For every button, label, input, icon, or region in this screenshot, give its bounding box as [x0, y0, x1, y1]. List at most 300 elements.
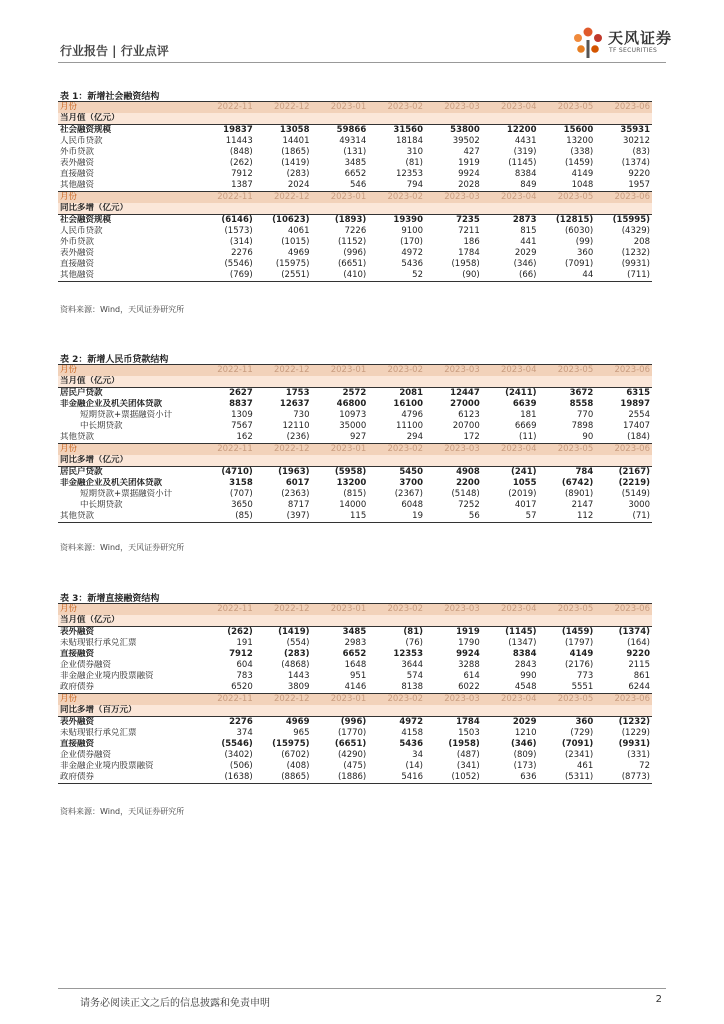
- cell-value: (236): [286, 432, 310, 442]
- cell-value: (71): [632, 511, 650, 521]
- cell-value: (85): [235, 511, 253, 521]
- cell-value: 636: [520, 772, 537, 782]
- cell-value: 4969: [285, 717, 310, 727]
- cell-value: (164): [627, 638, 650, 648]
- cell-value: (66): [519, 270, 537, 280]
- cell-value: 4061: [287, 226, 310, 236]
- cell-value: (2167): [618, 467, 650, 477]
- cell-value: 3288: [458, 660, 480, 670]
- cell-value: 3485: [344, 158, 367, 168]
- section-filler: [425, 705, 482, 717]
- cell-value: 1957: [628, 180, 650, 190]
- page-number: 2: [655, 994, 662, 1005]
- section-filler: [482, 376, 539, 388]
- section-filler: [595, 376, 652, 388]
- cell-value: 53800: [450, 125, 480, 135]
- section-filler: [368, 203, 425, 215]
- section-filler: [595, 113, 652, 125]
- section-filler: [368, 376, 425, 388]
- table-header-row: [58, 694, 652, 706]
- cell-value: (346): [510, 739, 537, 749]
- month-header: 2023-01: [312, 444, 369, 456]
- row-label: 企业债券融资: [60, 660, 112, 670]
- cell-value: (1797): [564, 638, 594, 648]
- table-row: [58, 432, 652, 444]
- month-header: 2023-02: [368, 444, 425, 456]
- cell-value: (1459): [564, 158, 594, 168]
- month-header: 2023-03: [425, 694, 482, 706]
- cell-value: 35000: [339, 421, 367, 431]
- cell-value: 2115: [628, 660, 650, 670]
- cell-value: 19390: [393, 215, 423, 225]
- section-filler: [539, 705, 596, 717]
- cell-value: (346): [513, 259, 537, 269]
- cell-value: 294: [406, 432, 423, 442]
- cell-value: 2200: [456, 478, 480, 488]
- cell-value: 19837: [223, 125, 253, 135]
- cell-value: 6315: [626, 388, 650, 398]
- cell-value: 2029: [512, 717, 537, 727]
- month-header: 2023-01: [312, 694, 369, 706]
- cell-value: (1229): [621, 728, 650, 738]
- header-label: 月份: [58, 102, 198, 114]
- row-label: 直接融资: [60, 739, 95, 749]
- table-row: [58, 511, 652, 523]
- section-label-row: [58, 376, 652, 388]
- cell-value: (83): [632, 147, 650, 157]
- cell-value: (5149): [621, 489, 650, 499]
- cell-value: (506): [229, 761, 253, 771]
- row-label: 中长期贷款: [80, 421, 123, 431]
- month-header: 2023-01: [312, 192, 369, 204]
- cell-value: (1963): [278, 467, 310, 477]
- cell-value: 10973: [339, 410, 367, 420]
- table-row: [58, 467, 652, 479]
- cell-value: (1152): [337, 237, 367, 247]
- cell-value: 3672: [569, 388, 594, 398]
- cell-value: 19: [412, 511, 423, 521]
- cell-value: 3158: [229, 478, 253, 488]
- month-header: 2023-04: [482, 694, 539, 706]
- month-header: 2023-06: [595, 192, 652, 204]
- cell-value: 8558: [569, 399, 594, 409]
- month-header: 2023-06: [595, 365, 652, 377]
- cell-value: 4158: [401, 728, 423, 738]
- row-label: 外币贷款: [60, 237, 95, 247]
- cell-value: (7091): [564, 259, 594, 269]
- cell-value: 13200: [566, 136, 594, 146]
- cell-value: (554): [286, 638, 310, 648]
- table-row: [58, 649, 652, 660]
- cell-value: 2276: [231, 248, 253, 258]
- section-label: 当月值（亿元）: [58, 615, 198, 627]
- table-header-row: [58, 444, 652, 456]
- cell-value: 1919: [456, 627, 480, 637]
- row-label: 短期贷款+票据融资小计: [80, 489, 173, 499]
- cell-value: 7898: [571, 421, 594, 431]
- table-row: [58, 147, 652, 158]
- month-header: 2022-12: [255, 444, 312, 456]
- table-row: [58, 638, 652, 649]
- cell-value: 6048: [401, 500, 423, 510]
- cell-value: (14): [405, 761, 423, 771]
- section-filler: [312, 113, 369, 125]
- month-header: 2022-11: [198, 444, 255, 456]
- cell-value: 9924: [458, 169, 480, 179]
- row-label: 居民户贷款: [60, 388, 103, 398]
- cell-value: (410): [343, 270, 367, 280]
- table-row: [58, 489, 652, 500]
- cell-value: 2029: [514, 248, 537, 258]
- month-header: 2023-02: [368, 365, 425, 377]
- table-row: [58, 248, 652, 259]
- section-filler: [539, 113, 596, 125]
- cell-value: 1048: [571, 180, 594, 190]
- cell-value: 16100: [393, 399, 423, 409]
- section-filler: [539, 615, 596, 627]
- cell-value: 604: [236, 660, 253, 670]
- table-row: [58, 682, 652, 694]
- cell-value: (6651): [334, 739, 367, 749]
- cell-value: 56: [468, 511, 480, 521]
- cell-value: 8384: [512, 649, 537, 659]
- cell-value: 7252: [458, 500, 480, 510]
- cell-value: 181: [520, 410, 537, 420]
- cell-value: (408): [286, 761, 310, 771]
- logo-flower-icon: [568, 24, 608, 60]
- cell-value: 6669: [514, 421, 537, 431]
- table-header-row: [58, 192, 652, 204]
- section-filler: [595, 455, 652, 467]
- row-label: 非金融企业境内股票融资: [60, 761, 154, 771]
- cell-value: (319): [513, 147, 537, 157]
- cell-value: 3700: [399, 478, 423, 488]
- cell-value: 46800: [336, 399, 367, 409]
- cell-value: 5416: [401, 772, 423, 782]
- month-header: 2023-05: [539, 192, 596, 204]
- cell-value: 12637: [279, 399, 310, 409]
- month-header: 2023-05: [539, 365, 596, 377]
- cell-value: (475): [343, 761, 367, 771]
- cell-value: 2024: [287, 180, 310, 190]
- cell-value: 6017: [285, 478, 310, 488]
- month-header: 2022-11: [198, 102, 255, 114]
- cell-value: (341): [456, 761, 480, 771]
- month-header: 2023-05: [539, 694, 596, 706]
- month-header: 2023-02: [368, 192, 425, 204]
- cell-value: 574: [406, 671, 423, 681]
- cell-value: 849: [520, 180, 537, 190]
- cell-value: 6639: [512, 399, 537, 409]
- cell-value: 2873: [512, 215, 537, 225]
- cell-value: (76): [405, 638, 423, 648]
- cell-value: (331): [627, 750, 650, 760]
- cell-value: (5311): [564, 772, 594, 782]
- cell-value: (1958): [448, 739, 480, 749]
- table-row: [58, 500, 652, 511]
- cell-value: 770: [577, 410, 594, 420]
- cell-value: 1753: [285, 388, 310, 398]
- cell-value: (1459): [561, 627, 594, 637]
- cell-value: (2411): [505, 388, 537, 398]
- cell-value: 2028: [458, 180, 480, 190]
- cell-value: (15975): [275, 259, 310, 269]
- cell-value: 59866: [336, 125, 367, 135]
- cell-value: 861: [633, 671, 650, 681]
- cell-value: (283): [286, 169, 310, 179]
- cell-value: 15600: [563, 125, 594, 135]
- cell-value: (241): [510, 467, 537, 477]
- cell-value: 11100: [395, 421, 423, 431]
- cell-value: (996): [340, 717, 367, 727]
- cell-value: 9924: [456, 649, 480, 659]
- cell-value: 14401: [282, 136, 310, 146]
- section-filler: [198, 203, 255, 215]
- header-label: 月份: [58, 365, 198, 377]
- table-header-row: [58, 365, 652, 377]
- row-label: 直接融资: [60, 649, 95, 659]
- month-header: 2022-12: [255, 694, 312, 706]
- cell-value: 773: [577, 671, 594, 681]
- cell-value: (1145): [508, 158, 537, 168]
- cell-value: 4149: [569, 649, 594, 659]
- logo-name: 天风证券: [608, 29, 673, 47]
- report-header: 行业报告 | 行业点评: [60, 44, 169, 58]
- section-filler: [368, 455, 425, 467]
- cell-value: 112: [577, 511, 594, 521]
- cell-value: (7091): [561, 739, 594, 749]
- cell-value: 1309: [231, 410, 253, 420]
- month-header: 2022-11: [198, 694, 255, 706]
- table-row: [58, 772, 652, 784]
- cell-value: 12110: [282, 421, 310, 431]
- cell-value: 965: [293, 728, 310, 738]
- cell-value: 1784: [458, 248, 480, 258]
- cell-value: 7211: [458, 226, 480, 236]
- month-header: 2023-03: [425, 192, 482, 204]
- cell-value: (1865): [281, 147, 310, 157]
- cell-value: 34: [412, 750, 423, 760]
- cell-value: (314): [229, 237, 253, 247]
- section-filler: [482, 705, 539, 717]
- cell-value: 3644: [401, 660, 423, 670]
- cell-value: 2627: [229, 388, 253, 398]
- table-row: [58, 180, 652, 192]
- cell-value: 172: [463, 432, 480, 442]
- row-label: 政府债券: [60, 772, 95, 782]
- month-header: 2023-03: [425, 604, 482, 616]
- cell-value: (1145): [505, 627, 537, 637]
- row-label: 非金融企业及机关团体贷款: [60, 399, 163, 409]
- section-label: 同比多增（百万元）: [58, 705, 198, 717]
- row-label: 表外融资: [60, 248, 95, 258]
- cell-value: 4431: [514, 136, 537, 146]
- cell-value: 1443: [287, 671, 310, 681]
- cell-value: (8865): [281, 772, 310, 782]
- cell-value: (1052): [451, 772, 480, 782]
- table-row: [58, 169, 652, 180]
- cell-value: 9220: [628, 169, 650, 179]
- table-1: [58, 101, 652, 282]
- month-header: 2023-05: [539, 444, 596, 456]
- row-label: 其他贷款: [60, 432, 95, 442]
- cell-value: 614: [463, 671, 480, 681]
- cell-value: 2081: [399, 388, 423, 398]
- cell-value: (12815): [555, 215, 594, 225]
- cell-value: 2572: [342, 388, 367, 398]
- cell-value: (711): [627, 270, 650, 280]
- cell-value: 208: [633, 237, 650, 247]
- month-header: 2023-05: [539, 604, 596, 616]
- cell-value: 461: [577, 761, 594, 771]
- cell-value: (996): [343, 248, 367, 258]
- month-header: 2022-12: [255, 365, 312, 377]
- cell-value: (1886): [337, 772, 367, 782]
- section-filler: [255, 376, 312, 388]
- table-2-source: 资料来源：Wind，天风证券研究所: [60, 543, 185, 552]
- section-filler: [425, 113, 482, 125]
- cell-value: 794: [406, 180, 423, 190]
- cell-value: (1958): [451, 259, 480, 269]
- cell-value: 6123: [458, 410, 480, 420]
- row-label: 中长期贷款: [80, 500, 123, 510]
- month-header: 2022-11: [198, 365, 255, 377]
- footer-divider: [58, 988, 666, 989]
- table-2-title: 表 2：新增人民币贷款结构: [60, 355, 169, 365]
- row-label: 社会融资规模: [60, 125, 112, 135]
- section-filler: [198, 376, 255, 388]
- section-filler: [595, 705, 652, 717]
- cell-value: 8837: [229, 399, 253, 409]
- month-header: 2023-06: [595, 604, 652, 616]
- table-row: [58, 237, 652, 248]
- month-header: 2023-02: [368, 102, 425, 114]
- section-filler: [198, 113, 255, 125]
- table-row: [58, 259, 652, 270]
- table-row: [58, 717, 652, 729]
- cell-value: 1784: [456, 717, 480, 727]
- row-label: 未贴现银行承兑汇票: [60, 728, 137, 738]
- cell-value: 6652: [342, 649, 367, 659]
- section-filler: [482, 203, 539, 215]
- table-3-title: 表 3：新增直接融资结构: [60, 594, 160, 604]
- month-header: 2023-06: [595, 102, 652, 114]
- cell-value: 1503: [458, 728, 480, 738]
- cell-value: 12353: [393, 649, 423, 659]
- cell-value: 7567: [231, 421, 253, 431]
- section-filler: [595, 615, 652, 627]
- month-header: 2023-01: [312, 102, 369, 114]
- cell-value: (2551): [281, 270, 310, 280]
- cell-value: 49314: [339, 136, 367, 146]
- table-1-title: 表 1：新增社会融资结构: [60, 92, 160, 102]
- cell-value: 4908: [456, 467, 480, 477]
- cell-value: 4969: [287, 248, 310, 258]
- section-filler: [198, 455, 255, 467]
- section-filler: [482, 113, 539, 125]
- cell-value: 1210: [514, 728, 537, 738]
- cell-value: 730: [293, 410, 310, 420]
- table-row: [58, 270, 652, 282]
- cell-value: 13058: [279, 125, 310, 135]
- cell-value: (1573): [224, 226, 253, 236]
- cell-value: 5436: [399, 739, 423, 749]
- month-header: 2022-12: [255, 604, 312, 616]
- table-row: [58, 660, 652, 671]
- cell-value: 27000: [450, 399, 480, 409]
- cell-value: (6742): [561, 478, 594, 488]
- cell-value: (2367): [394, 489, 423, 499]
- table-row: [58, 671, 652, 682]
- cell-value: 360: [577, 248, 594, 258]
- row-label: 非金融企业境内股票融资: [60, 671, 154, 681]
- cell-value: (81): [403, 627, 423, 637]
- cell-value: (397): [286, 511, 310, 521]
- row-label: 非金融企业及机关团体贷款: [60, 478, 163, 488]
- row-label: 其他贷款: [60, 511, 95, 521]
- cell-value: (4290): [337, 750, 367, 760]
- cell-value: (4329): [621, 226, 650, 236]
- table-row: [58, 761, 652, 772]
- row-label: 表外融资: [60, 158, 95, 168]
- cell-value: (815): [343, 489, 367, 499]
- table-header-row: [58, 604, 652, 616]
- section-filler: [198, 615, 255, 627]
- row-label: 企业债券融资: [60, 750, 112, 760]
- section-filler: [368, 705, 425, 717]
- cell-value: 783: [236, 671, 253, 681]
- cell-value: 6652: [344, 169, 367, 179]
- cell-value: 5551: [571, 682, 594, 692]
- cell-value: (15975): [272, 739, 310, 749]
- cell-value: (1638): [224, 772, 253, 782]
- section-filler: [539, 455, 596, 467]
- cell-value: 7912: [229, 649, 253, 659]
- cell-value: 19897: [620, 399, 650, 409]
- section-label-row: [58, 455, 652, 467]
- cell-value: 374: [236, 728, 253, 738]
- cell-value: 546: [350, 180, 367, 190]
- cell-value: (2019): [508, 489, 537, 499]
- cell-value: (262): [229, 158, 253, 168]
- cell-value: 30212: [622, 136, 650, 146]
- cell-value: (6651): [337, 259, 367, 269]
- month-header: 2022-12: [255, 102, 312, 114]
- table-1-source: 资料来源：Wind，天风证券研究所: [60, 305, 185, 314]
- cell-value: (6702): [281, 750, 310, 760]
- cell-value: 6244: [628, 682, 650, 692]
- table-row: [58, 627, 652, 639]
- table-3: [58, 603, 652, 784]
- row-label: 人民币贷款: [60, 136, 103, 146]
- cell-value: (262): [227, 627, 253, 637]
- cell-value: 186: [463, 237, 480, 247]
- cell-value: (338): [570, 147, 594, 157]
- section-label: 当月值（亿元）: [58, 113, 198, 125]
- logo-subtitle: TF SECURITIES: [609, 47, 658, 54]
- section-filler: [595, 203, 652, 215]
- cell-value: 20700: [452, 421, 480, 431]
- section-filler: [368, 113, 425, 125]
- section-filler: [539, 203, 596, 215]
- cell-value: 4548: [514, 682, 537, 692]
- table-row: [58, 388, 652, 400]
- month-header: 2022-12: [255, 192, 312, 204]
- cell-value: 115: [350, 511, 367, 521]
- month-header: 2023-04: [482, 365, 539, 377]
- cell-value: (184): [627, 432, 650, 442]
- table-row: [58, 399, 652, 410]
